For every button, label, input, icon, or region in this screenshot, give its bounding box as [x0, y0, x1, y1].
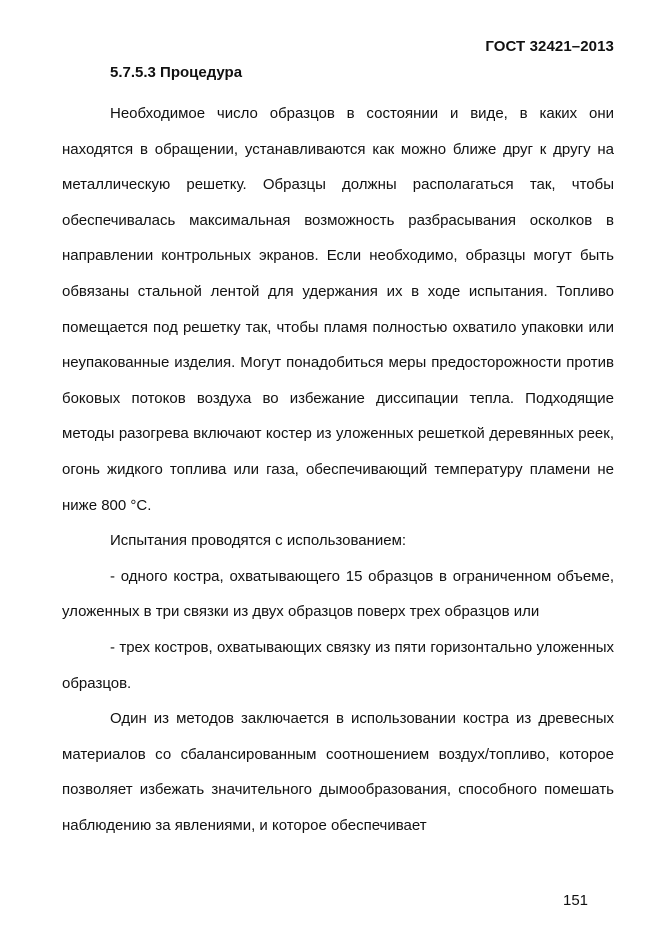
- paragraph-procedure: Необходимое число образцов в состоянии и виде, в каких они находятся в обращении, устанавливаются как можно ближе друг к другу на металлическую решетку. Образцы должны располагаться так, чтобы обеспечивалась максимальная возможность разбрасывания осколков в направлении контрольных экранов. Если необходимо, образцы могут быть обвязаны стальной лентой для удержания их в ходе испытания. Топливо помещается под решетку так, чтобы пламя полностью охватило упаковки или неупакованные изделия. Могут понадобиться меры предосторожности против боковых потоков воздуха во избежание диссипации тепла. Подходящие методы разогрева включают костер из уложенных решеткой деревянных реек, огонь жидкого топлива или газа, обеспечивающий температуру пламени не ниже 800 °С.: [62, 105, 614, 514]
- paragraph-list-item-one-fire: - одного костра, охватывающего 15 образцов в ограниченном объеме, уложенных в три связки из двух образцов поверх трех образцов или: [62, 567, 614, 621]
- paragraph-list-item-three-fires: - трех костров, охватывающих связку из пяти горизонтально уложенных образцов.: [62, 638, 614, 692]
- page-number: 151: [563, 892, 589, 909]
- paragraph-method: Один из методов заключается в использовании костра из древесных материалов со сбалансированным соотношением воздух/топливо, которое позволяет избежать значительного дымообразования, способного помешать наблюдению за явлениями, и которое обеспечивает: [62, 710, 614, 834]
- paragraph-tests-intro: Испытания проводятся с использованием:: [110, 532, 407, 550]
- section-title: 5.7.5.3 Процедура: [110, 64, 243, 81]
- standard-header: ГОСТ 32421–2013: [485, 38, 614, 55]
- body-text: [62, 96, 614, 843]
